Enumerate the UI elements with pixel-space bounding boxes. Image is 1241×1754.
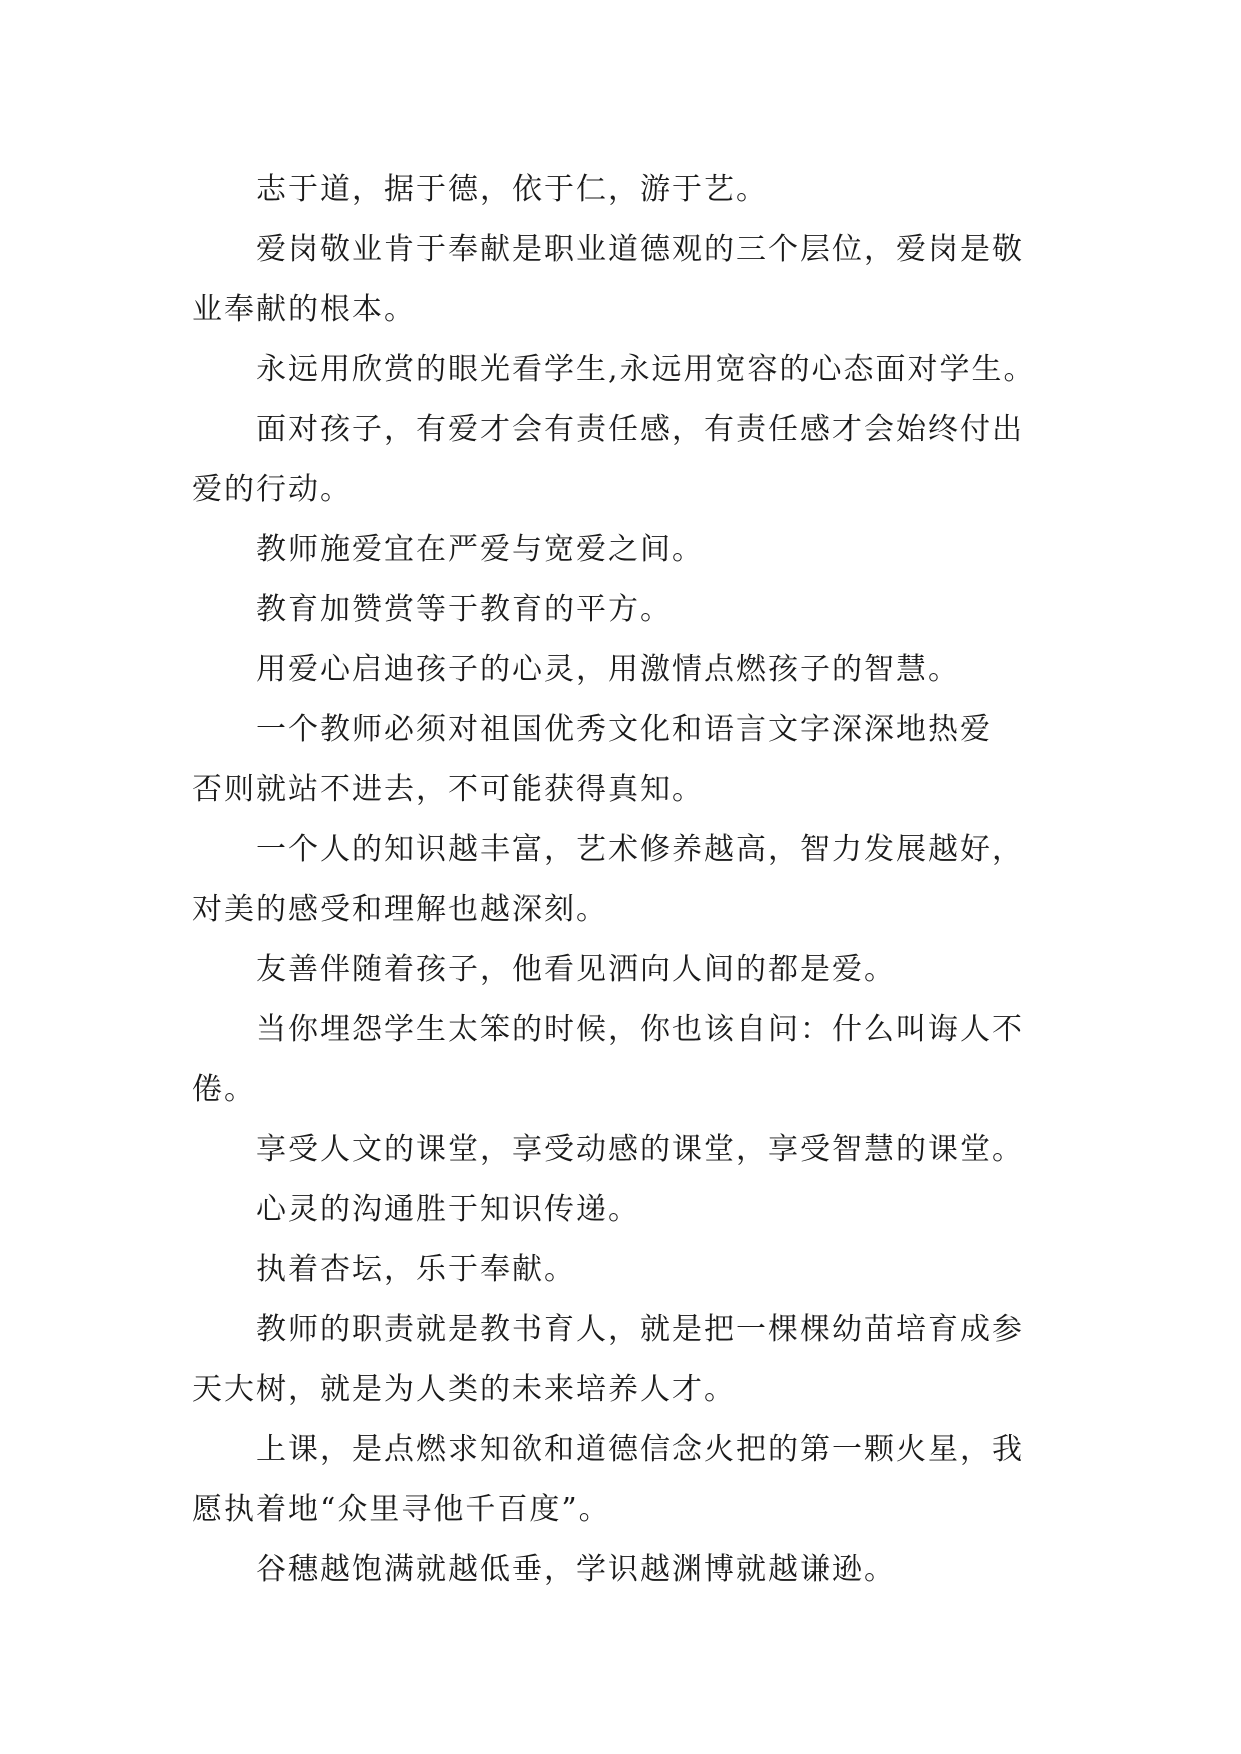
paragraph: 教师的职责就是教书育人，就是把一棵棵幼苗培育成参 天大树，就是为人类的未来培养人才。 [192,1312,1024,1407]
paragraph: 心灵的沟通胜于知识传递。 [256,1192,640,1227]
paragraph: 爱岗敬业肯于奉献是职业道德观的三个层位，爱岗是敬 业奉献的根本。 [192,232,1024,327]
paragraph: 志于道，据于德，依于仁，游于艺。 [256,172,768,207]
document-body [192,160,1072,1600]
paragraph: 用爱心启迪孩子的心灵，用激情点燃孩子的智慧。 [256,652,960,687]
paragraph: 教师施爱宜在严爱与宽爱之间。 [256,532,704,567]
paragraph: 教育加赞赏等于教育的平方。 [256,592,672,627]
paragraph: 一个人的知识越丰富，艺术修养越高，智力发展越好， 对美的感受和理解也越深刻。 [192,832,1024,927]
paragraph: 谷穗越饱满就越低垂，学识越渊博就越谦逊。 [256,1552,896,1587]
paragraph: 永远用欣赏的眼光看学生,永远用宽容的心态面对学生。 [256,352,1036,387]
paragraph: 面对孩子，有爱才会有责任感，有责任感才会始终付出 爱的行动。 [192,412,1024,507]
paragraph: 当你埋怨学生太笨的时候，你也该自问：什么叫诲人不 倦。 [192,1012,1024,1107]
paragraph: 享受人文的课堂，享受动感的课堂，享受智慧的课堂。 [256,1132,1024,1167]
paragraph: 一个教师必须对祖国优秀文化和语言文字深深地热爱 否则就站不进去，不可能获得真知。 [192,712,992,807]
paragraph: 上课，是点燃求知欲和道德信念火把的第一颗火星，我 愿执着地“众里寻他千百度”。 [192,1432,1024,1527]
paragraph: 友善伴随着孩子，他看见洒向人间的都是爱。 [256,952,896,987]
paragraph: 执着杏坛，乐于奉献。 [256,1252,576,1287]
